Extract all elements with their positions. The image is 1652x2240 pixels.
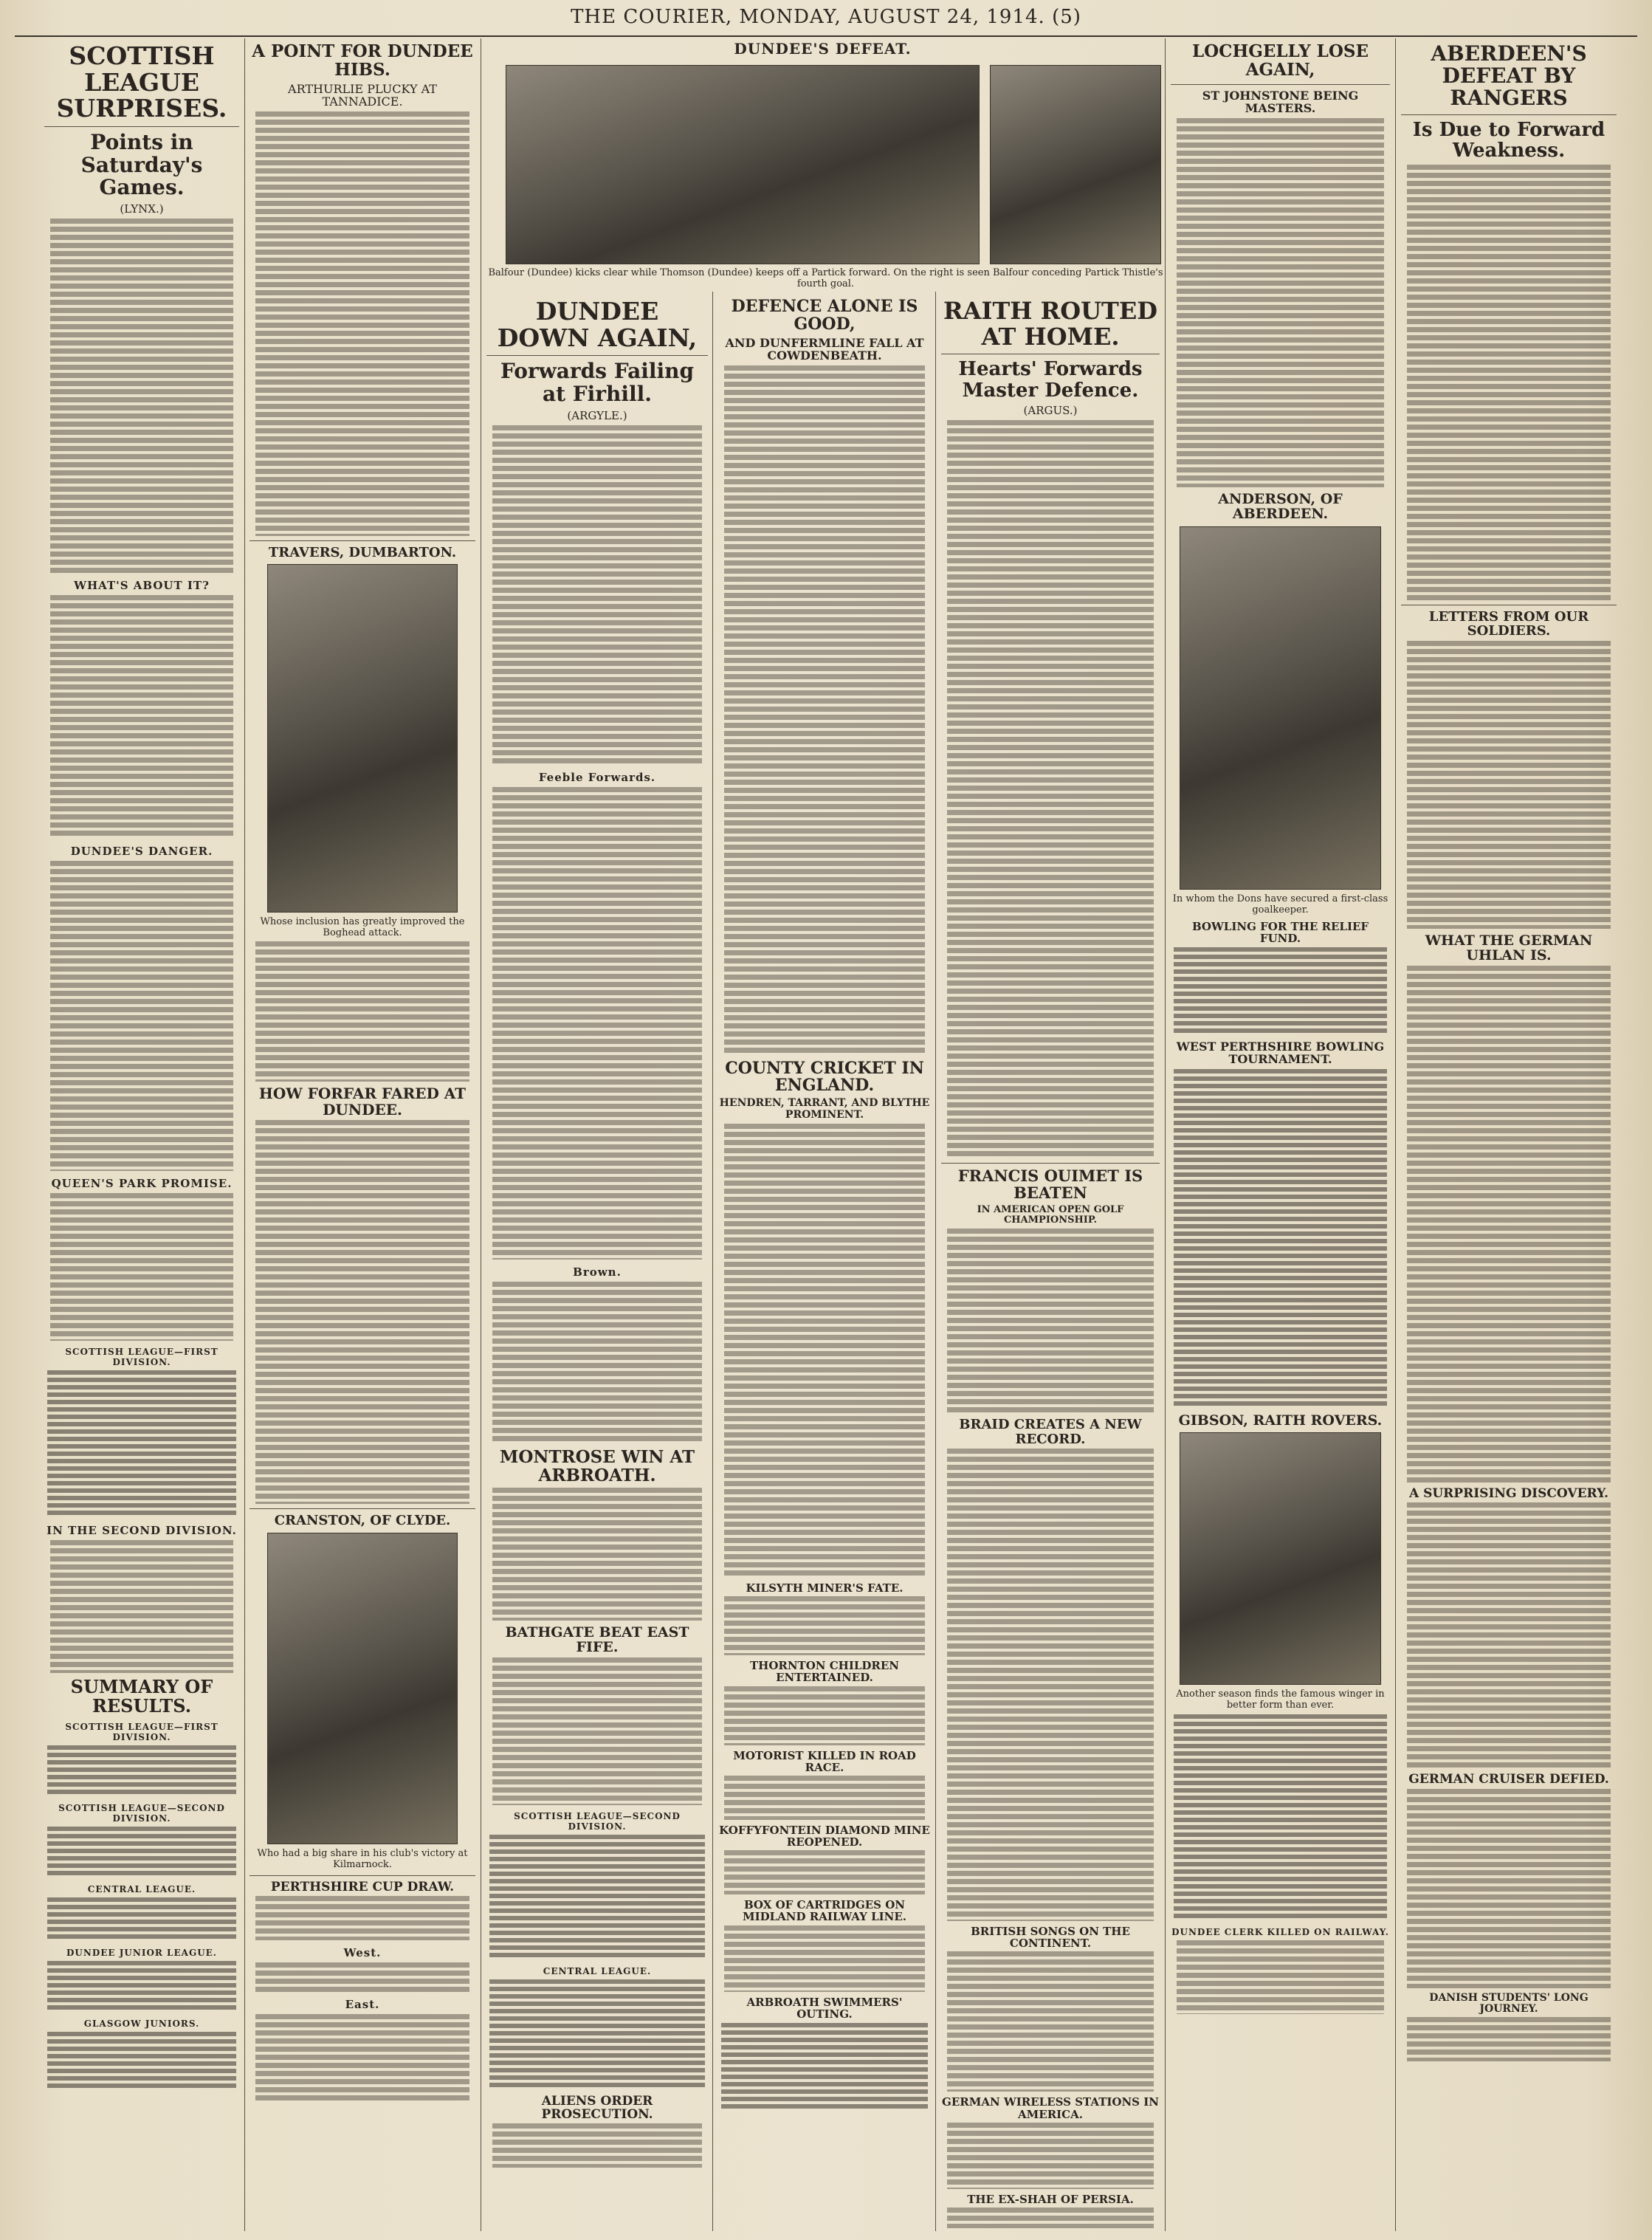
results-table [721, 2023, 928, 2112]
byline: (ARGYLE.) [567, 408, 627, 422]
article-text [255, 111, 469, 536]
table-title: CENTRAL LEAGUE. [543, 1965, 652, 1976]
results-title: CENTRAL LEAGUE. [87, 1884, 196, 1895]
article-text [947, 2208, 1154, 2228]
headline: SCOTTISH LEAGUE SURPRISES. [56, 41, 227, 123]
results-table [1174, 1069, 1387, 1409]
section-heading: Brown. [573, 1265, 622, 1279]
headline: ARBROATH SWIMMERS' OUTING. [746, 1995, 903, 2021]
subheadline: Points in Saturday's Games. [80, 129, 203, 200]
banner-caption: Balfour (Dundee) kicks clear while Thomson (Dundee) keeps off a Partick forward. On the right is seen Balfour conceding Partick Thistle's fourth goal. [488, 267, 1163, 289]
section-heading: WHAT'S ABOUT IT? [74, 579, 210, 593]
headline: DEFENCE ALONE IS GOOD, [731, 297, 918, 334]
article-text [947, 1951, 1154, 2092]
headline: BOX OF CARTRIDGES ON MIDLAND RAILWAY LINE. [742, 1898, 907, 1924]
photo-title: CRANSTON, OF CLYDE. [274, 1513, 451, 1529]
photo-caption: In whom the Dons have secured a first-class goalkeeper. [1172, 893, 1388, 915]
headline: GERMAN WIRELESS STATIONS IN AMERICA. [942, 2095, 1159, 2121]
results-table [47, 1897, 236, 1942]
article-text [255, 1896, 469, 1940]
column-raith-routed [938, 294, 1163, 2228]
headline: KOFFYFONTEIN DIAMOND MINE REOPENED. [719, 1823, 930, 1849]
article-text [947, 1229, 1154, 1413]
article-text [492, 425, 702, 765]
table-title: SCOTTISH LEAGUE—FIRST DIVISION. [65, 1347, 218, 1368]
headline: PERTHSHIRE CUP DRAW. [270, 1879, 455, 1894]
headline: GERMAN CRUISER DEFIED. [1408, 1772, 1609, 1787]
headline: DUNDEE DOWN AGAIN, [497, 297, 698, 352]
article-text [1407, 1789, 1611, 1988]
article-text [492, 1282, 702, 1444]
player-photo [1180, 1432, 1381, 1685]
headline: BRAID CREATES A NEW RECORD. [959, 1417, 1142, 1447]
headline: RAITH ROUTED AT HOME. [943, 297, 1157, 351]
article-text [1177, 118, 1384, 487]
masthead: THE COURIER, MONDAY, AUGUST 24, 1914. (5) [571, 6, 1081, 28]
column-rule [712, 292, 713, 2231]
column-dundee-down [483, 294, 711, 2228]
column-rule [244, 38, 245, 2231]
article-text [724, 1850, 925, 1894]
banner-title: DUNDEE'S DEFEAT. [734, 40, 912, 58]
headline: FRANCIS OUIMET IS BEATEN [957, 1167, 1143, 1202]
league-table [489, 1835, 705, 1960]
article-text [947, 2123, 1154, 2189]
table-title: SCOTTISH LEAGUE—SECOND DIVISION. [514, 1810, 681, 1832]
headline: COUNTY CRICKET IN ENGLAND. [725, 1058, 924, 1096]
results-table [47, 1827, 236, 1878]
article-text [947, 1449, 1154, 1921]
article-text [947, 420, 1154, 1158]
article-text [50, 1193, 233, 1341]
photo-title: GIBSON, RAITH ROVERS. [1178, 1412, 1383, 1429]
headline: WHAT THE GERMAN UHLAN IS. [1425, 932, 1593, 964]
column-rule [1165, 38, 1166, 2231]
article-text [255, 1120, 469, 1504]
article-text [724, 1686, 925, 1745]
match-photo-left [506, 65, 980, 264]
column-scottish-league [41, 38, 242, 2231]
masthead-rule [15, 35, 1637, 37]
column-dundee-hibs [247, 38, 478, 2231]
results-table [1174, 947, 1387, 1036]
article-text [724, 1596, 925, 1655]
subheadline: HENDREN, TARRANT, AND BLYTHE PROMINENT. [719, 1097, 930, 1121]
column-lochgelly [1168, 38, 1393, 2231]
match-photo-right [990, 65, 1161, 264]
headline: THE EX-SHAH OF PERSIA. [967, 2192, 1134, 2206]
byline: (ARGUS.) [1023, 404, 1078, 418]
article-text [492, 787, 702, 1260]
article-text [1177, 1940, 1384, 2014]
headline: MONTROSE WIN AT ARBROATH. [499, 1446, 695, 1485]
headline: WEST PERTHSHIRE BOWLING TOURNAMENT. [1176, 1040, 1385, 1067]
photo-title: ANDERSON, OF ABERDEEN. [1218, 490, 1343, 523]
subheadline: Forwards Failing at Firhill. [500, 359, 695, 407]
subheadline: IN AMERICAN OPEN GOLF CHAMPIONSHIP. [977, 1203, 1124, 1226]
headline: A SURPRISING DISCOVERY. [1408, 1485, 1609, 1501]
headline: THORNTON CHILDREN ENTERTAINED. [749, 1659, 900, 1685]
article-text [1407, 2017, 1611, 2061]
photo-banner [483, 41, 1162, 289]
results-table [1174, 1714, 1387, 1921]
photo-caption: Another season finds the famous winger in better form than ever. [1176, 1688, 1385, 1711]
article-text [50, 595, 233, 839]
article-text [724, 1776, 925, 1820]
subheadline: Hearts' Forwards Master Defence. [958, 358, 1143, 402]
article-text [50, 219, 233, 573]
section-heading: DUNDEE'S DANGER. [70, 845, 213, 859]
headline: BATHGATE BEAT EAST FIFE. [505, 1624, 689, 1656]
player-photo [267, 1533, 458, 1844]
subheadline: ST JOHNSTONE BEING MASTERS. [1202, 88, 1359, 116]
section-heading: DUNDEE CLERK KILLED ON RAILWAY. [1171, 1927, 1389, 1938]
league-table [489, 1979, 705, 2090]
article-text [724, 1124, 925, 1578]
section-heading: QUEEN'S PARK PROMISE. [51, 1177, 233, 1191]
summary-heading: SUMMARY OF RESULTS. [70, 1676, 213, 1717]
results-title: SCOTTISH LEAGUE—FIRST DIVISION. [65, 1722, 218, 1743]
results-title: DUNDEE JUNIOR LEAGUE. [66, 1948, 217, 1959]
article-text [492, 2123, 702, 2168]
section-heading: East. [345, 1998, 380, 2012]
photo-caption: Who had a big share in his club's victory at Kilmarnock. [257, 1847, 468, 1870]
subheadline: ARTHURLIE PLUCKY AT TANNADICE. [288, 81, 437, 109]
headline: BOWLING FOR THE RELIEF FUND. [1191, 919, 1369, 945]
headline: LETTERS FROM OUR SOLDIERS. [1428, 608, 1589, 639]
photo-title: TRAVERS, DUMBARTON. [268, 544, 457, 560]
headline: LOCHGELLY LOSE AGAIN, [1191, 41, 1369, 80]
headline: BRITISH SONGS ON THE CONTINENT. [971, 1925, 1130, 1951]
section-heading: Feeble Forwards. [538, 770, 656, 784]
subheadline: AND DUNFERMLINE FALL AT COWDENBEATH. [725, 335, 924, 363]
article-text [255, 941, 469, 1082]
article-text [1407, 1502, 1611, 1768]
article-text [1407, 165, 1611, 600]
byline: (LYNX.) [120, 202, 164, 216]
results-table [47, 1961, 236, 2013]
column-rule [1395, 38, 1396, 2231]
column-rule [935, 292, 936, 2231]
column-defence-alone [715, 294, 934, 2228]
article-text [1407, 966, 1611, 1483]
article-text [492, 1488, 702, 1621]
section-heading: IN THE SECOND DIVISION. [47, 1524, 237, 1538]
section-heading: West. [343, 1946, 382, 1960]
headline: ALIENS ORDER PROSECUTION. [541, 2093, 653, 2122]
article-text [50, 861, 233, 1171]
player-photo [1180, 526, 1381, 890]
subheadline: Is Due to Forward Weakness. [1412, 118, 1605, 162]
headline: ABERDEEN'S DEFEAT BY RANGERS [1431, 41, 1587, 111]
article-text [255, 1962, 469, 1992]
headline: A POINT FOR DUNDEE HIBS. [252, 41, 473, 80]
headline: DANISH STUDENTS' LONG JOURNEY. [1429, 1991, 1589, 2015]
article-text [255, 2014, 469, 2103]
photo-caption: Whose inclusion has greatly improved the Boghead attack. [260, 916, 465, 939]
headline: MOTORIST KILLED IN ROAD RACE. [733, 1748, 916, 1774]
column-aberdeen-defeat [1398, 38, 1620, 2231]
article-text [1407, 641, 1611, 929]
article-text [492, 1657, 702, 1805]
headline: HOW FORFAR FARED AT DUNDEE. [258, 1085, 467, 1119]
headline: KILSYTH MINER'S FATE. [746, 1581, 904, 1595]
article-text [724, 365, 925, 1056]
article-text [50, 1540, 233, 1673]
player-photo [267, 564, 458, 913]
results-title: GLASGOW JUNIORS. [83, 2019, 200, 2030]
results-table [47, 1745, 236, 1797]
league-table [47, 1370, 236, 1518]
results-table [47, 2032, 236, 2091]
results-title: SCOTTISH LEAGUE—SECOND DIVISION. [58, 1803, 225, 1824]
article-text [724, 1925, 925, 1992]
